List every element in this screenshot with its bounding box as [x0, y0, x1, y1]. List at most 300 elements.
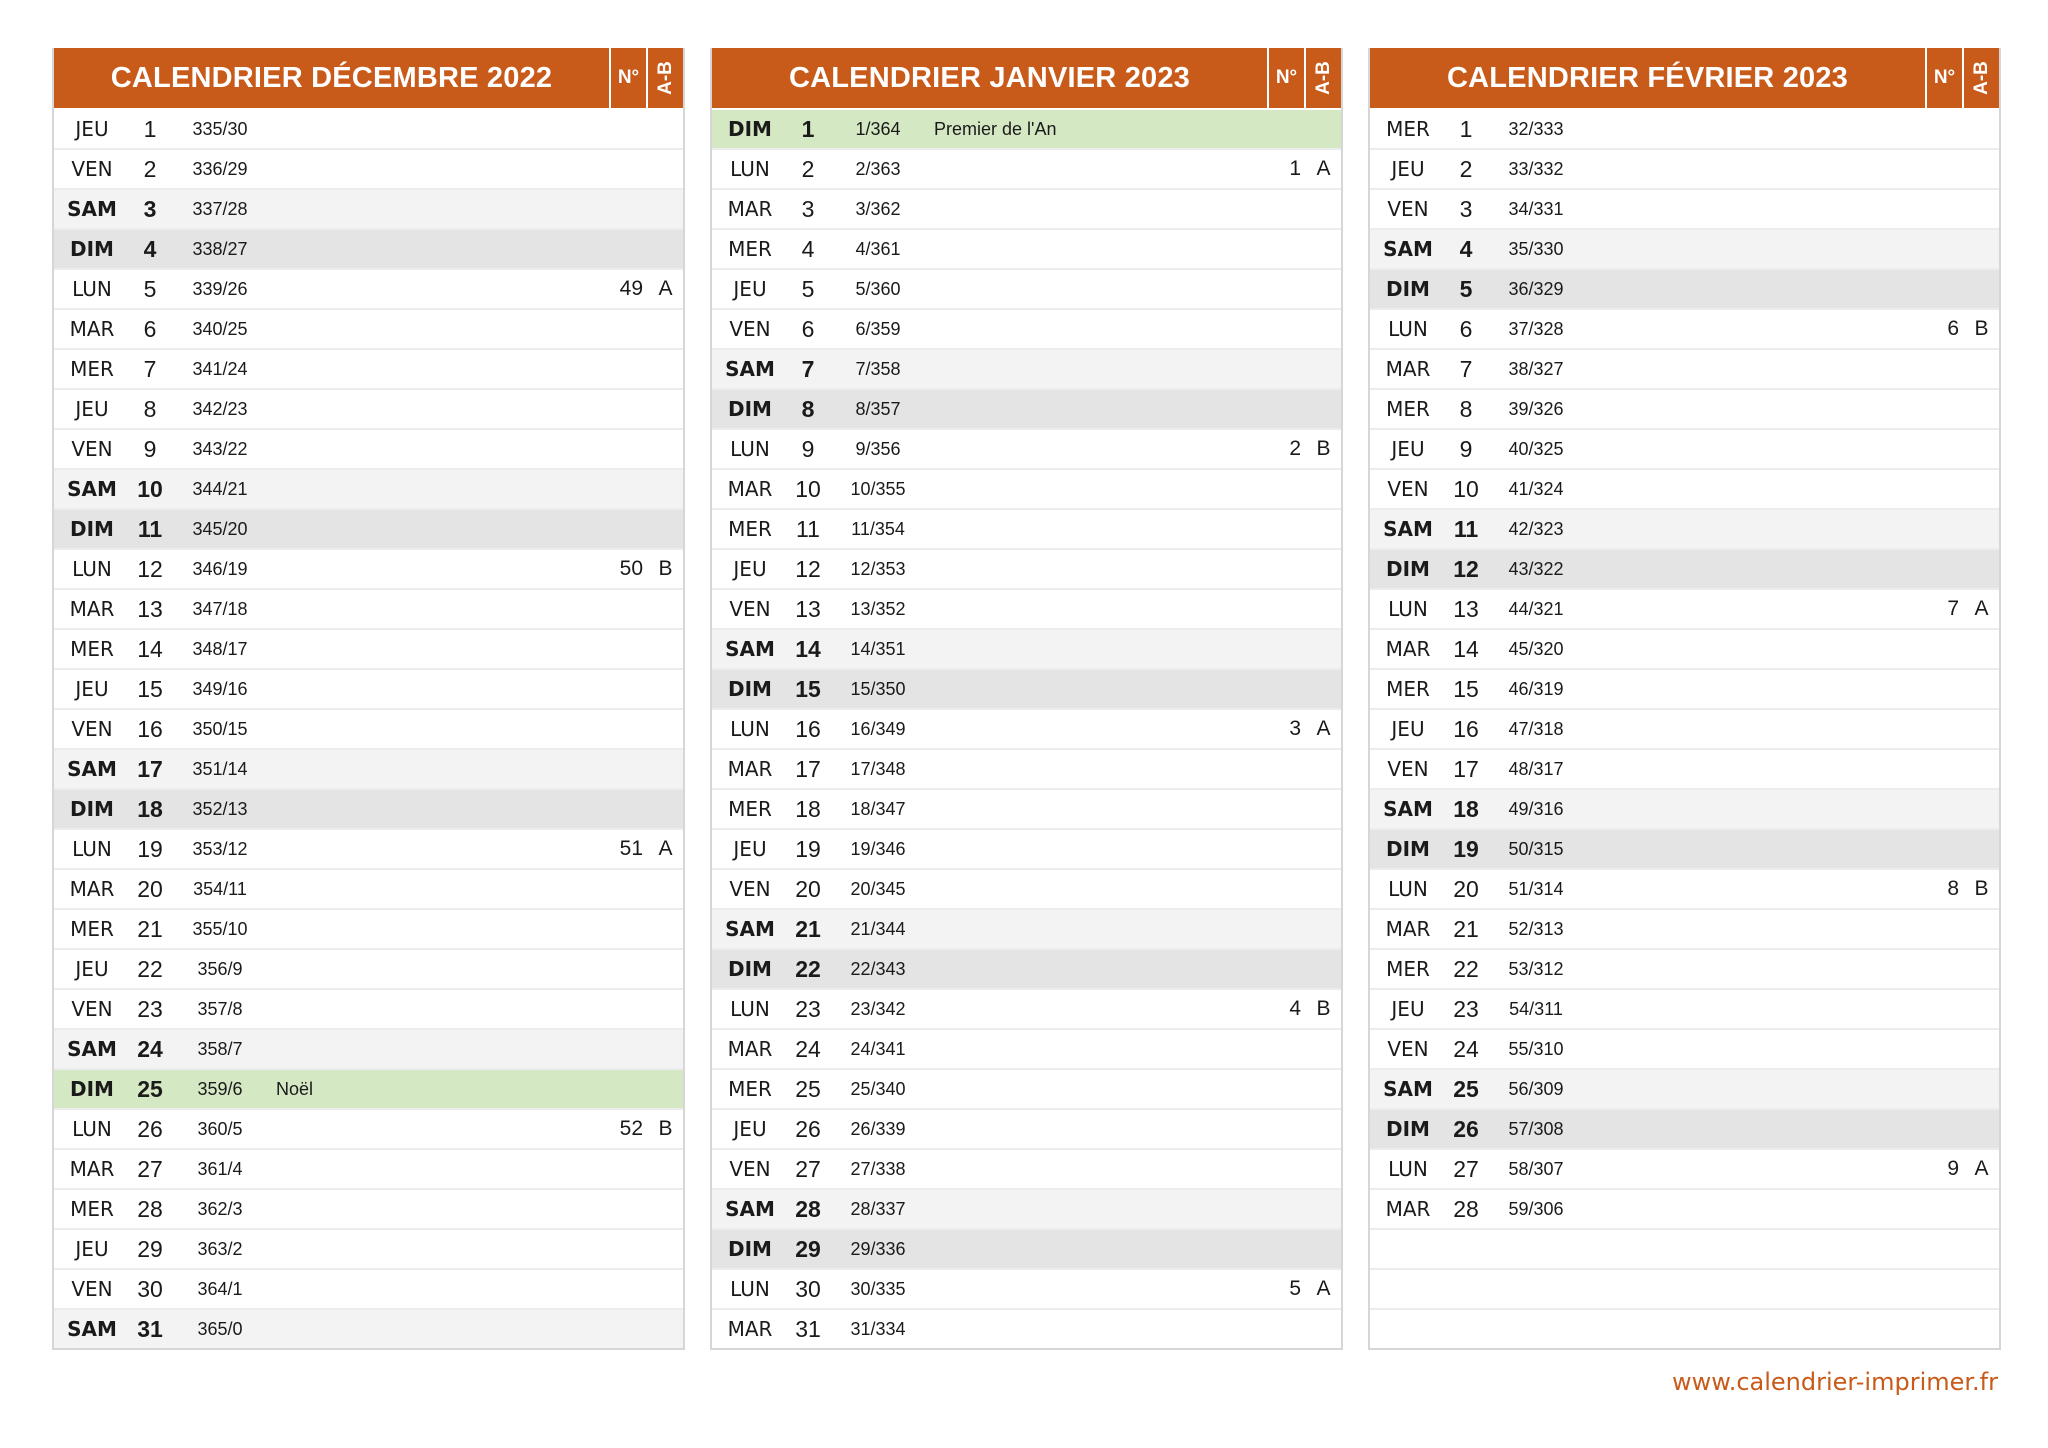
day-row	[712, 1068, 1341, 1108]
day-of-year: 6/359	[855, 319, 901, 339]
day-number: 28	[137, 1196, 163, 1222]
day-of-year: 360/5	[197, 1119, 243, 1139]
day-row	[1370, 308, 1999, 348]
week-number-header-label: N°	[1933, 67, 1956, 88]
ab-week: A	[1974, 1157, 1989, 1180]
day-number: 16	[1453, 716, 1479, 742]
day-row	[1370, 748, 1999, 788]
day-of-year: 352/13	[192, 799, 248, 819]
weekday-label: SAM	[1383, 237, 1433, 261]
weekday-label: DIM	[728, 677, 772, 701]
day-row	[712, 628, 1341, 668]
day-number: 3	[143, 196, 157, 222]
weekday-label: JEU	[75, 1237, 109, 1261]
day-of-year: 344/21	[192, 479, 248, 499]
day-row	[712, 948, 1341, 988]
day-number: 19	[1453, 836, 1479, 862]
weekday-label: SAM	[1383, 517, 1433, 541]
day-of-year: 348/17	[192, 639, 248, 659]
day-number: 26	[1453, 1116, 1479, 1142]
day-row	[54, 508, 683, 548]
day-of-year: 24/341	[850, 1039, 906, 1059]
day-number: 24	[1453, 1036, 1479, 1062]
month-table-january-2023	[710, 48, 1343, 1350]
day-row	[1370, 108, 1999, 148]
day-of-year: 13/352	[850, 599, 906, 619]
day-of-year: 345/20	[192, 519, 248, 539]
ab-week: A	[658, 277, 673, 300]
weekday-label: DIM	[1386, 557, 1430, 581]
day-number: 10	[137, 476, 163, 502]
weekday-label: MAR	[727, 197, 773, 221]
day-number: 20	[795, 876, 821, 902]
weekday-label: VEN	[1387, 757, 1429, 781]
day-number: 5	[1459, 276, 1473, 302]
weekday-label: MAR	[727, 477, 773, 501]
day-of-year: 34/331	[1508, 199, 1564, 219]
day-row	[54, 148, 683, 188]
month-table-february-2023	[1368, 48, 2001, 1350]
day-of-year: 347/18	[192, 599, 248, 619]
day-of-year: 337/28	[192, 199, 248, 219]
weekday-label: JEU	[1391, 717, 1425, 741]
day-number: 16	[137, 716, 163, 742]
day-number: 4	[1459, 236, 1473, 262]
day-number: 10	[795, 476, 821, 502]
day-number: 15	[795, 676, 821, 702]
weekday-label: LUN	[72, 277, 112, 301]
day-row	[54, 1068, 683, 1108]
day-of-year: 59/306	[1508, 1199, 1564, 1219]
day-row	[54, 1308, 683, 1348]
day-of-year: 358/7	[197, 1039, 243, 1059]
weekday-label: LUN	[730, 437, 770, 461]
day-row	[712, 908, 1341, 948]
day-number: 22	[1453, 956, 1479, 982]
day-row	[54, 908, 683, 948]
day-row	[54, 268, 683, 308]
weekday-label: JEU	[1391, 997, 1425, 1021]
day-number: 3	[801, 196, 815, 222]
empty-row	[1370, 1308, 1999, 1348]
weekday-label: MAR	[727, 1317, 773, 1341]
weekday-label: MAR	[69, 317, 115, 341]
day-row	[1370, 708, 1999, 748]
week-number: 9	[1947, 1157, 1959, 1180]
month-header	[712, 48, 1341, 108]
day-of-year: 351/14	[192, 759, 248, 779]
weekday-label: MER	[1386, 677, 1430, 701]
day-of-year: 363/2	[197, 1239, 243, 1259]
day-row	[54, 548, 683, 588]
day-number: 2	[1459, 156, 1473, 182]
weekday-label: VEN	[71, 157, 113, 181]
weekday-label: JEU	[1391, 157, 1425, 181]
day-of-year: 16/349	[850, 719, 906, 739]
day-number: 5	[143, 276, 157, 302]
week-number-header-label: N°	[617, 67, 640, 88]
day-row	[54, 1028, 683, 1068]
day-of-year: 2/363	[855, 159, 901, 179]
weekday-label: LUN	[730, 717, 770, 741]
day-of-year: 343/22	[192, 439, 248, 459]
day-number: 25	[1453, 1076, 1479, 1102]
day-row	[54, 828, 683, 868]
weekday-label: JEU	[733, 557, 767, 581]
day-of-year: 55/310	[1508, 1039, 1564, 1059]
weekday-label: DIM	[728, 1237, 772, 1261]
week-number: 6	[1947, 317, 1959, 340]
weekday-label: LUN	[72, 1117, 112, 1141]
ab-week: A	[1316, 717, 1331, 740]
day-number: 2	[143, 156, 157, 182]
day-number: 8	[143, 396, 157, 422]
day-row	[1370, 268, 1999, 308]
day-row	[1370, 668, 1999, 708]
weekday-label: MER	[70, 357, 114, 381]
day-number: 17	[795, 756, 821, 782]
day-of-year: 11/354	[851, 519, 905, 539]
day-of-year: 40/325	[1508, 439, 1564, 459]
day-number: 10	[1453, 476, 1479, 502]
day-of-year: 9/356	[855, 439, 901, 459]
day-number: 21	[1453, 916, 1479, 942]
weekday-label: JEU	[75, 957, 109, 981]
day-row	[1370, 228, 1999, 268]
day-row	[712, 708, 1341, 748]
day-number: 13	[137, 596, 163, 622]
month-rows	[712, 108, 1341, 1348]
day-number: 9	[801, 436, 815, 462]
weekday-label: LUN	[72, 837, 112, 861]
day-of-year: 8/357	[855, 399, 901, 419]
day-number: 15	[1453, 676, 1479, 702]
day-number: 21	[795, 916, 821, 942]
week-number: 4	[1289, 997, 1301, 1020]
day-row	[54, 1228, 683, 1268]
month-table-december-2022	[52, 48, 685, 1350]
day-row	[54, 188, 683, 228]
day-row	[1370, 388, 1999, 428]
day-of-year: 42/323	[1508, 519, 1564, 539]
day-of-year: 10/355	[850, 479, 906, 499]
day-row	[54, 868, 683, 908]
day-of-year: 15/350	[850, 679, 906, 699]
week-number: 1	[1289, 157, 1301, 180]
weekday-label: MAR	[1385, 1197, 1431, 1221]
weekday-label: DIM	[1386, 1117, 1430, 1141]
weekday-label: VEN	[1387, 197, 1429, 221]
weekday-label: SAM	[67, 1037, 117, 1061]
day-of-year: 32/333	[1508, 119, 1564, 139]
day-row	[1370, 908, 1999, 948]
day-row	[54, 468, 683, 508]
day-of-year: 4/361	[855, 239, 901, 259]
day-row	[54, 1108, 683, 1148]
day-row	[54, 668, 683, 708]
weekday-label: JEU	[733, 837, 767, 861]
weekday-label: VEN	[1387, 1037, 1429, 1061]
day-row	[712, 588, 1341, 628]
month-rows	[54, 108, 683, 1348]
weekday-label: VEN	[71, 437, 113, 461]
day-number: 9	[143, 436, 157, 462]
day-number: 1	[801, 116, 815, 142]
day-row	[54, 748, 683, 788]
day-row	[712, 308, 1341, 348]
day-of-year: 22/343	[850, 959, 906, 979]
day-of-year: 56/309	[1508, 1079, 1564, 1099]
ab-week: B	[1974, 317, 1989, 340]
day-number: 12	[795, 556, 821, 582]
day-number: 31	[137, 1316, 163, 1342]
day-row	[54, 428, 683, 468]
weekday-label: MAR	[69, 597, 115, 621]
day-number: 27	[795, 1156, 821, 1182]
day-number: 30	[137, 1276, 163, 1302]
empty-row	[1370, 1268, 1999, 1308]
weekday-label: LUN	[730, 997, 770, 1021]
day-of-year: 340/25	[192, 319, 248, 339]
day-of-year: 33/332	[1508, 159, 1564, 179]
day-of-year: 38/327	[1508, 359, 1564, 379]
day-row	[712, 268, 1341, 308]
weekday-label: JEU	[733, 1117, 767, 1141]
day-number: 3	[1459, 196, 1473, 222]
day-number: 11	[796, 516, 820, 542]
day-row	[54, 588, 683, 628]
day-of-year: 47/318	[1508, 719, 1564, 739]
day-row	[712, 748, 1341, 788]
day-row	[54, 1268, 683, 1308]
day-row	[1370, 628, 1999, 668]
day-of-year: 23/342	[850, 999, 906, 1019]
day-of-year: 1/364	[855, 119, 901, 139]
month-title: CALENDRIER FÉVRIER 2023	[1446, 61, 1849, 94]
ab-week: A	[1316, 157, 1331, 180]
weekday-label: LUN	[72, 557, 112, 581]
week-number-header	[609, 48, 646, 108]
day-row	[1370, 588, 1999, 628]
weekday-label: SAM	[1383, 797, 1433, 821]
ab-week: A	[1974, 597, 1989, 620]
weekday-label: DIM	[70, 1077, 114, 1101]
day-of-year: 3/362	[855, 199, 901, 219]
day-row	[1370, 988, 1999, 1028]
weekday-label: SAM	[725, 1197, 775, 1221]
weekday-label: SAM	[67, 1317, 117, 1341]
day-number: 25	[795, 1076, 821, 1102]
day-number: 24	[137, 1036, 163, 1062]
day-row	[712, 148, 1341, 188]
day-of-year: 21/344	[850, 919, 906, 939]
day-row	[712, 668, 1341, 708]
week-number-header	[1925, 48, 1962, 108]
weekday-label: DIM	[728, 117, 772, 141]
week-number-header	[1267, 48, 1304, 108]
weekday-label: SAM	[725, 637, 775, 661]
day-number: 11	[137, 516, 163, 542]
ab-week-header-label: A-B	[1312, 61, 1334, 95]
day-row	[1370, 868, 1999, 908]
ab-week: B	[658, 557, 673, 580]
day-row	[1370, 1148, 1999, 1188]
day-number: 7	[143, 356, 157, 382]
day-number: 12	[137, 556, 163, 582]
weekday-label: MER	[728, 1077, 772, 1101]
week-number: 49	[619, 277, 643, 300]
day-row	[1370, 828, 1999, 868]
day-row	[1370, 508, 1999, 548]
weekday-label: MAR	[69, 1157, 115, 1181]
weekday-label: MAR	[1385, 637, 1431, 661]
day-row	[712, 508, 1341, 548]
day-of-year: 342/23	[192, 399, 248, 419]
week-number: 50	[619, 557, 643, 580]
day-of-year: 365/0	[197, 1319, 243, 1339]
day-of-year: 39/326	[1508, 399, 1564, 419]
day-of-year: 30/335	[850, 1279, 906, 1299]
day-of-year: 28/337	[850, 1199, 906, 1219]
weekday-label: VEN	[729, 597, 771, 621]
day-row	[54, 1148, 683, 1188]
day-of-year: 362/3	[197, 1199, 243, 1219]
weekday-label: LUN	[1388, 597, 1428, 621]
day-of-year: 339/26	[192, 279, 248, 299]
day-of-year: 25/340	[850, 1079, 906, 1099]
day-of-year: 36/329	[1508, 279, 1564, 299]
day-number: 28	[795, 1196, 821, 1222]
week-number: 5	[1289, 1277, 1301, 1300]
ab-week: B	[658, 1117, 673, 1140]
day-row	[1370, 948, 1999, 988]
day-of-year: 41/324	[1508, 479, 1564, 499]
day-of-year: 14/351	[850, 639, 906, 659]
day-of-year: 37/328	[1508, 319, 1564, 339]
weekday-label: MER	[70, 917, 114, 941]
weekday-label: VEN	[729, 877, 771, 901]
weekday-label: MER	[728, 797, 772, 821]
week-number: 7	[1947, 597, 1959, 620]
day-number: 7	[1459, 356, 1473, 382]
day-number: 2	[801, 156, 815, 182]
weekday-label: MER	[70, 1197, 114, 1221]
day-number: 17	[1453, 756, 1479, 782]
day-row	[712, 1188, 1341, 1228]
weekday-label: SAM	[67, 757, 117, 781]
day-row	[712, 108, 1341, 148]
day-row	[54, 988, 683, 1028]
day-of-year: 355/10	[192, 919, 248, 939]
day-of-year: 349/16	[192, 679, 248, 699]
day-of-year: 338/27	[192, 239, 248, 259]
week-number: 51	[619, 837, 643, 860]
day-number: 14	[137, 636, 163, 662]
day-number: 22	[795, 956, 821, 982]
day-of-year: 52/313	[1508, 919, 1564, 939]
day-of-year: 31/334	[850, 1319, 906, 1339]
week-number: 52	[619, 1117, 643, 1140]
day-row	[54, 228, 683, 268]
day-number: 19	[137, 836, 163, 862]
weekday-label: MER	[1386, 957, 1430, 981]
weekday-label: VEN	[1387, 477, 1429, 501]
month-header	[54, 48, 683, 108]
day-number: 28	[1453, 1196, 1479, 1222]
day-row	[54, 108, 683, 148]
weekday-label: SAM	[725, 917, 775, 941]
day-number: 25	[137, 1076, 163, 1102]
day-of-year: 29/336	[850, 1239, 906, 1259]
day-of-year: 7/358	[855, 359, 901, 379]
weekday-label: MAR	[1385, 917, 1431, 941]
day-of-year: 361/4	[197, 1159, 243, 1179]
week-number: 8	[1947, 877, 1959, 900]
day-number: 24	[795, 1036, 821, 1062]
day-of-year: 51/314	[1508, 879, 1564, 899]
day-row	[1370, 188, 1999, 228]
ab-week-header	[1304, 48, 1341, 108]
day-row	[1370, 1188, 1999, 1228]
month-rows	[1370, 108, 1999, 1348]
day-of-year: 44/321	[1508, 599, 1564, 619]
weekday-label: VEN	[71, 997, 113, 1021]
weekday-label: LUN	[1388, 877, 1428, 901]
day-row	[712, 228, 1341, 268]
day-row	[712, 828, 1341, 868]
weekday-label: VEN	[71, 717, 113, 741]
weekday-label: DIM	[728, 957, 772, 981]
day-number: 20	[1453, 876, 1479, 902]
ab-week: A	[1316, 1277, 1331, 1300]
day-row	[712, 548, 1341, 588]
weekday-label: VEN	[729, 1157, 771, 1181]
day-of-year: 364/1	[197, 1279, 243, 1299]
month-title: CALENDRIER DÉCEMBRE 2022	[110, 61, 553, 94]
day-of-year: 35/330	[1508, 239, 1564, 259]
day-number: 11	[1453, 516, 1479, 542]
event-label: Premier de l'An	[934, 119, 1057, 139]
ab-week-header-label: A-B	[1970, 61, 1992, 95]
day-number: 18	[795, 796, 821, 822]
ab-week: A	[658, 837, 673, 860]
day-row	[1370, 348, 1999, 388]
day-number: 19	[795, 836, 821, 862]
day-of-year: 43/322	[1508, 559, 1564, 579]
day-number: 4	[801, 236, 815, 262]
week-number-header-label: N°	[1275, 67, 1298, 88]
ab-week: B	[1974, 877, 1989, 900]
day-row	[54, 628, 683, 668]
day-of-year: 17/348	[850, 759, 906, 779]
weekday-label: JEU	[75, 117, 109, 141]
day-of-year: 346/19	[192, 559, 248, 579]
day-row	[712, 868, 1341, 908]
day-row	[712, 388, 1341, 428]
day-number: 17	[137, 756, 163, 782]
weekday-label: DIM	[1386, 277, 1430, 301]
day-row	[1370, 428, 1999, 468]
day-row	[54, 948, 683, 988]
day-number: 7	[801, 356, 815, 382]
day-row	[712, 1308, 1341, 1348]
day-number: 6	[143, 316, 157, 342]
weekday-label: MER	[1386, 117, 1430, 141]
day-of-year: 20/345	[850, 879, 906, 899]
day-row	[54, 348, 683, 388]
footer-website-link[interactable]: www.calendrier-imprimer.fr	[1672, 1368, 1998, 1396]
weekday-label: JEU	[733, 277, 767, 301]
